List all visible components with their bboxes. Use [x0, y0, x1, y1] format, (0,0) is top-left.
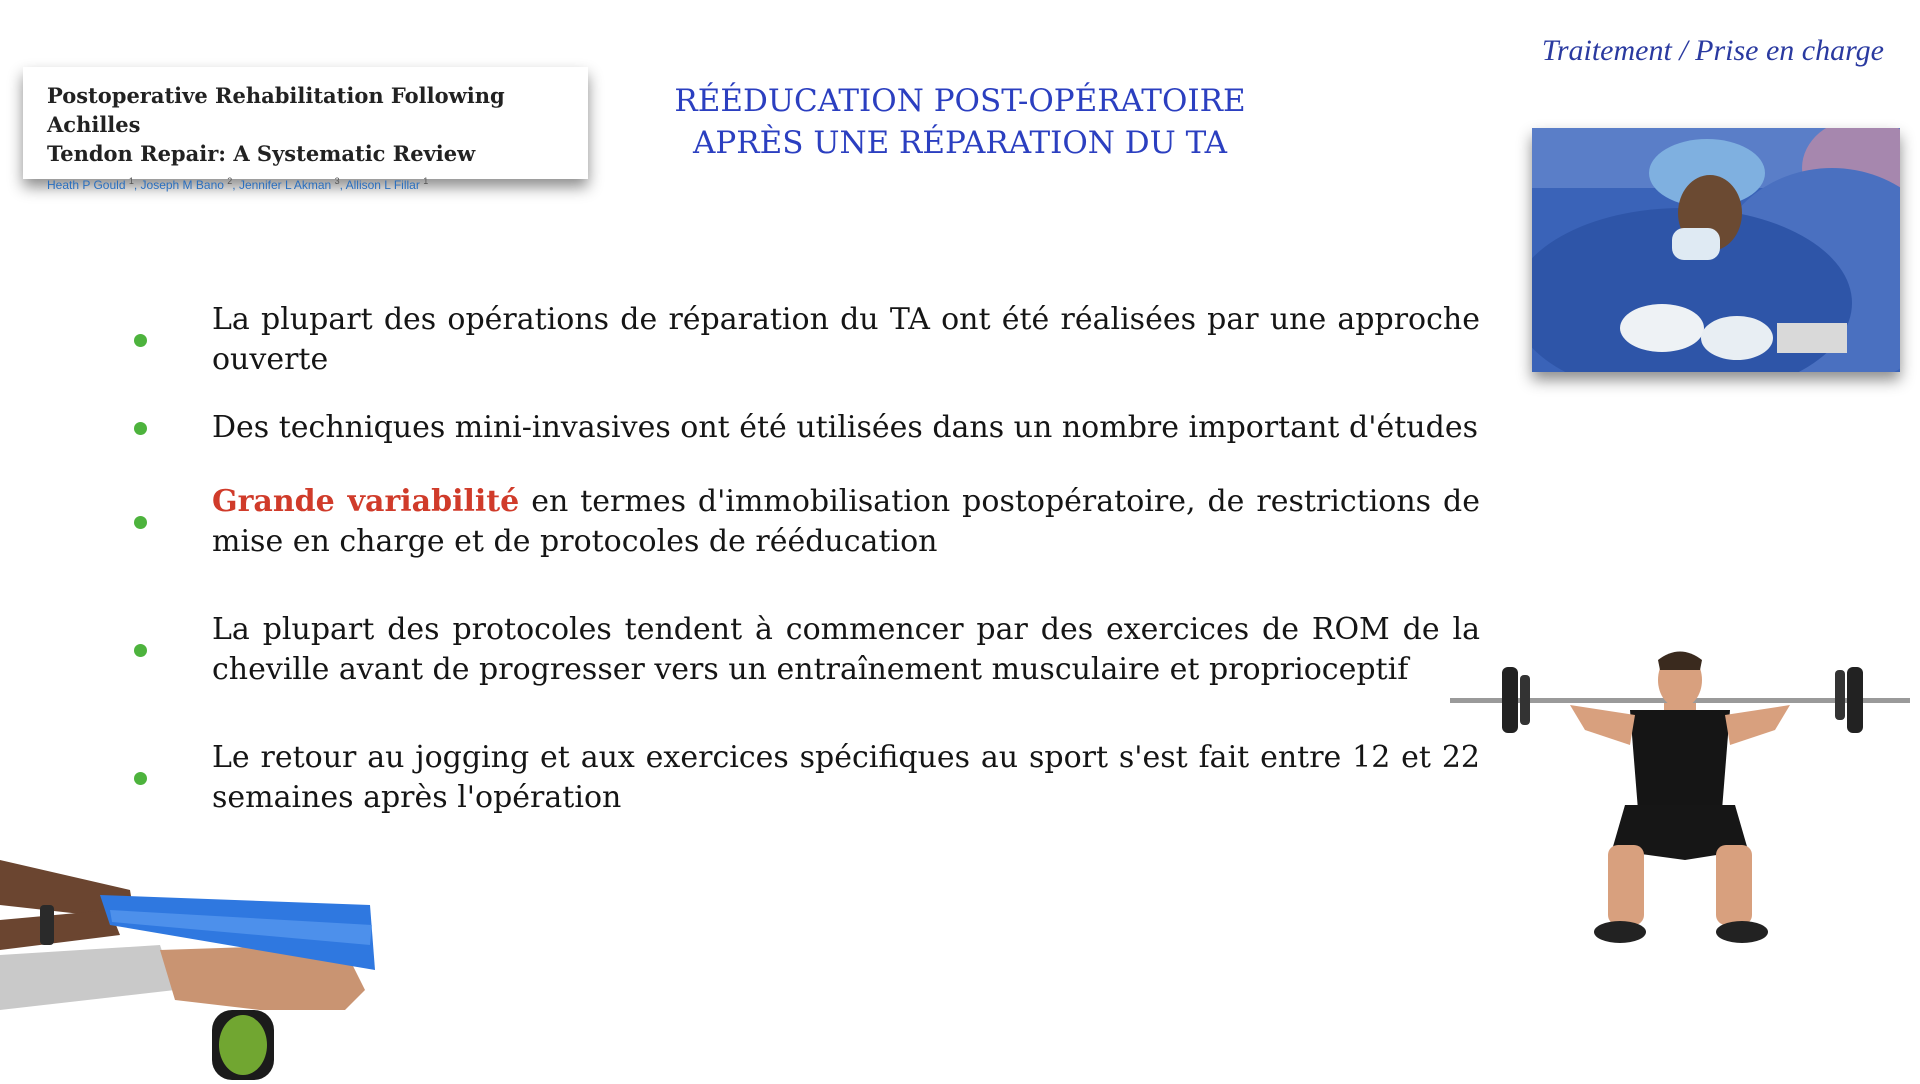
slide-title — [640, 80, 1280, 164]
bullet-dot-icon — [134, 334, 147, 347]
bullet-item — [130, 400, 1480, 456]
squat-illustration — [1450, 635, 1910, 975]
author-link[interactable]: Jennifer L Akman — [238, 178, 332, 192]
bullet-list — [130, 302, 1480, 818]
author-link[interactable]: Joseph M Bano — [140, 178, 224, 192]
bullet-item — [130, 482, 1480, 562]
author-affiliation: 2 — [227, 176, 233, 186]
reference-authors: Heath P Gould $^1$, Joseph M Bano $^2$, Jennifer L Akman $^3$, Allison L Fillar $^1$ — [47, 176, 429, 192]
bullet-dot-icon — [134, 772, 147, 785]
slide-title-line1: RÉÉDUCATION POST-OPÉRATOIRE — [674, 83, 1246, 119]
bullet-dot-icon — [134, 422, 147, 435]
reference-title — [47, 81, 564, 168]
surgery-photo — [1532, 128, 1900, 372]
author-affiliation: 1 — [423, 176, 429, 186]
bullet-item — [130, 738, 1480, 818]
reference-title-line2: Tendon Repair: A Systematic Review — [47, 141, 476, 166]
bullet-text: Le retour au jogging et aux exercices spécifiques au sport s'est fait entre 12 et 22 semaines après l'opération — [212, 740, 1480, 815]
bullet-dot-icon — [134, 516, 147, 529]
barbell-squat-photo — [1450, 635, 1910, 975]
author-link[interactable]: Allison L Fillar — [345, 178, 420, 192]
bullet-text: La plupart des opérations de réparation du TA ont été réalisées par une approche ouverte — [212, 302, 1480, 377]
resistance-band-photo — [0, 850, 390, 1080]
bullet-highlight: Grande variabilité — [212, 484, 520, 519]
reference-title-line1: Postoperative Rehabilitation Following Achilles — [47, 83, 505, 137]
bullet-dot-icon — [134, 644, 147, 657]
surgery-illustration — [1532, 128, 1900, 372]
author-affiliation: 1 — [128, 176, 134, 186]
reference-card — [23, 67, 588, 192]
section-tag: Traitement / Prise en charge — [1541, 34, 1884, 67]
bullet-text — [212, 482, 1480, 562]
bullet-item — [130, 302, 1480, 377]
bullet-text-rest: en termes d'immobilisation postopératoire, de restrictions de mise en charge et de protocoles de rééducation — [212, 484, 1480, 559]
author-link[interactable]: Heath P Gould — [47, 178, 126, 192]
bullet-text: La plupart des protocoles tendent à commencer par des exercices de ROM de la cheville avant de progresser vers un entraînement musculaire et proprioceptif — [212, 612, 1480, 687]
slide-title-line2: APRÈS UNE RÉPARATION DU TA — [693, 125, 1227, 161]
bullet-text: Des techniques mini-invasives ont été utilisées dans un nombre important d'études — [212, 410, 1478, 445]
band-illustration — [0, 850, 390, 1080]
author-affiliation: 3 — [334, 176, 340, 186]
bullet-item — [130, 610, 1480, 690]
